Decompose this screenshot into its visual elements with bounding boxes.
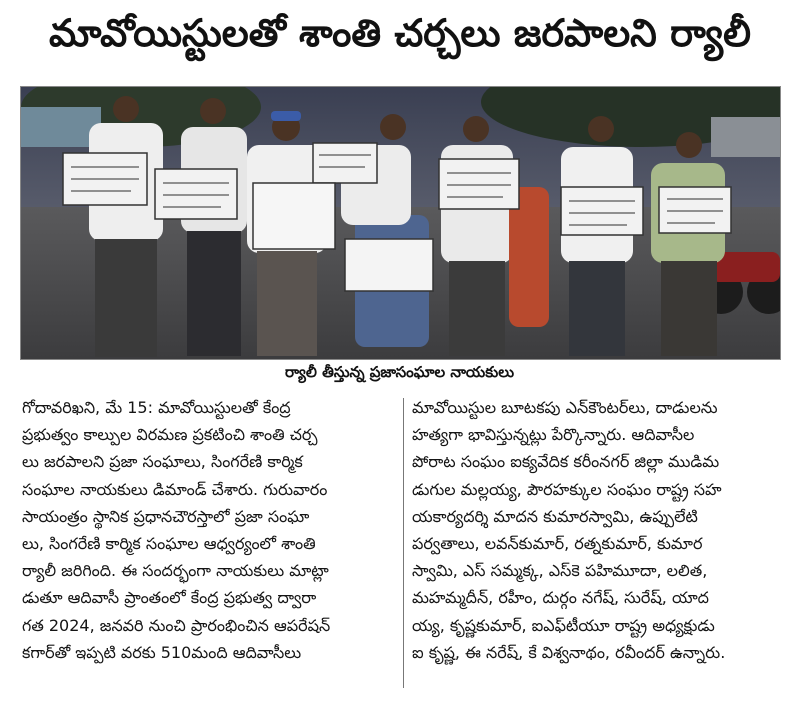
rally-photo-illustration: [21, 87, 780, 359]
text-line: మహమ్మదీన్, రహీం, దుర్గం నగేష్, సురేష్, యాద: [412, 588, 709, 608]
article-column-right: [412, 394, 782, 694]
placard: [155, 169, 237, 219]
text-line: గోదావరిఖని, మే 15: మావోయిస్టులతో కేంద్ర: [22, 398, 291, 417]
text-line: పోరాట సంఘం ఐక్యవేదిక కరీంనగర్ జిల్లా ముడిమ: [412, 452, 720, 472]
text-line: హత్యగా భావిస్తున్నట్లు పేర్కొన్నారు. ఆదివాసీల: [412, 425, 695, 445]
photo-caption: ర్యాలీ తీస్తున్న ప్రజాసంఘాల నాయకులు: [284, 363, 515, 381]
column-divider: [403, 398, 404, 688]
text-line: లు జరపాలని ప్రజా సంఘాలు, సింగరేణి కార్మిక: [22, 452, 303, 472]
text-line: య్య, కృష్ణకుమార్, ఐఎఫ్‌టీయూ రాష్ట్ర అధ్యక్షుడు: [412, 615, 715, 635]
headline: మావోయిస్టులతో శాంతి చర్చలు జరపాలని ర్యాలీ: [49, 11, 751, 55]
placard: [253, 183, 335, 249]
text-line: డుతూ ఆదివాసీ ప్రాంతంలో కేంద్ర ప్రభుత్వ ద్వారా: [22, 588, 317, 608]
text-line: మావోయిస్టుల బూటకపు ఎన్‌కౌంటర్‌లు, దాడులను: [412, 398, 718, 417]
placard: [313, 143, 377, 183]
news-photo: [20, 86, 781, 360]
text-line: ర్యాలీ జరిగింది. ఈ సందర్భంగా నాయకులు మాట్లా: [22, 561, 329, 581]
placard: [561, 187, 643, 235]
text-line: కగార్‌తో ఇప్పటి వరకు 510మంది ఆదివాసీలు: [22, 642, 302, 662]
text-line: లు, సింగరేణి కార్మిక సంఘాల ఆధ్వర్యంలో శాంతి: [22, 533, 316, 553]
text-line: పర్వతాలు, లవన్‌కుమార్, రత్నకుమార్, కుమార: [412, 533, 703, 553]
placard: [439, 159, 519, 209]
text-line: సాయంత్రం స్థానిక ప్రధానచౌరస్తాలో ప్రజా సంఘా: [22, 506, 310, 526]
article-column-left: [22, 394, 394, 694]
text-line: డుగుల మల్లయ్య, పౌరహక్కుల సంఘం రాష్ట్ర సహ: [412, 479, 722, 499]
text-line: స్వామి, ఎస్ సమ్మక్క, ఎస్‌కె పహిమూదా, లలిత,: [412, 561, 708, 581]
text-line: ఐ కృష్ణ, ఈ నరేష్, కే విశ్వనాథం, రవీందర్ ఉన్నారు.: [412, 642, 726, 662]
text-line: ప్రభుత్వం కాల్పుల విరమణ ప్రకటించి శాంతి చర్చ: [22, 425, 318, 445]
text-line: యకార్యదర్శి మాదన కుమారస్వామి, ఉప్పులేటి: [412, 506, 698, 526]
text-line: గత 2024, జనవరి నుంచి ప్రారంభించిన ఆపరేషన్: [22, 615, 331, 635]
placard: [659, 187, 731, 233]
text-line: సంఘాల నాయకులు డిమాండ్ చేశారు. గురువారం: [22, 479, 328, 499]
placard: [345, 239, 433, 291]
